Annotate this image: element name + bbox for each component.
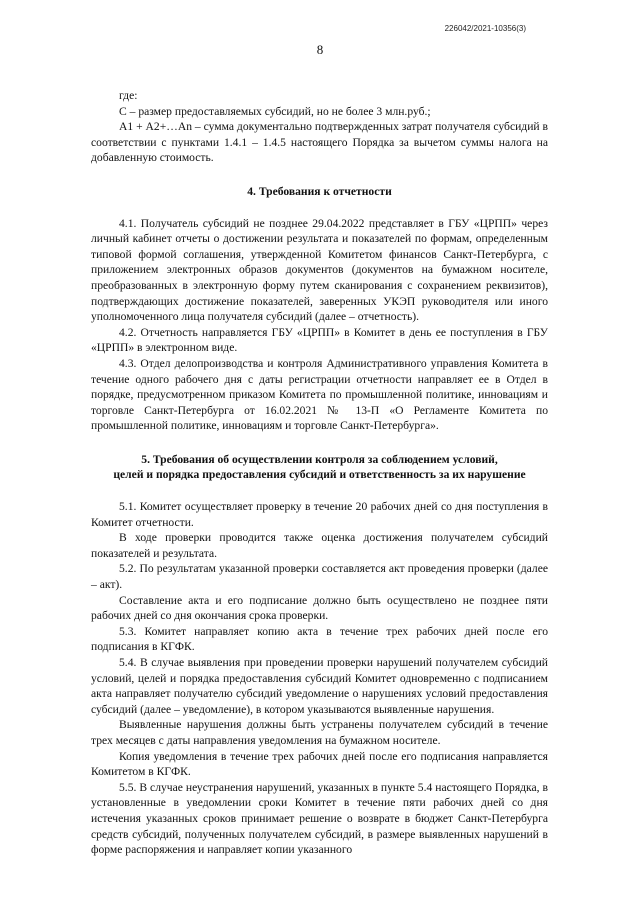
c-definition: С – размер предоставляемых субсидий, но не более 3 млн.руб.; (119, 104, 431, 118)
paragraph-5-4: 5.4. В случае выявления при проведении проверки нарушений получателем субсидий условий, целей и порядка предоставления субсидий Комитет одновременно с подписанием акта направляет получателю субсидий уведомление о нарушениях условий предоставления субсидий (далее – уведомление), в котором указываются выявленные нарушения. (91, 656, 548, 716)
paragraph-4-2: 4.2. Отчетность направляется ГБУ «ЦРПП» в Комитет в день ее поступления в ГБУ «ЦРПП» в электронном виде. (91, 325, 548, 355)
a-definition: А1 + А2+…Аn – сумма документально подтвержденных затрат получателя субсидий в соответствии с пунктами 1.4.1 – 1.4.5 настоящего Порядка за вычетом суммы налога на добавленную стоимость. (91, 120, 548, 165)
document-id: 226042/2021-10356(3) (444, 24, 526, 33)
document-body (91, 88, 548, 858)
section-5-title-line-2: целей и порядка предоставления субсидий и ответственность за их нарушение (113, 468, 526, 482)
section-4-title: 4. Требования к отчетности (247, 184, 392, 198)
paragraph-5-5: 5.5. В случае неустранения нарушений, указанных в пункте 5.4 настоящего Порядка, в установленные в уведомлении сроки Комитет в течение пяти рабочих дней со дня истечения указанных сроков принимает решение о возврате в бюджет Санкт-Петербурга средств субсидий, полученных получателем субсидий, в размере выявленных нарушений в форме распоряжения и направляет копии указанного (91, 780, 548, 857)
paragraph-5-1: 5.1. Комитет осуществляет проверку в течение 20 рабочих дней со дня поступления в Комитет отчетности. (91, 500, 548, 529)
section-5-title-line-1: 5. Требования об осуществлении контроля за соблюдением условий, (141, 452, 498, 466)
paragraph-5-4-copy: Копия уведомления в течение трех рабочих дней после его подписания направляется Комитетом в КГФК. (91, 749, 548, 779)
where-label: где: (119, 89, 138, 102)
paragraph-5-2-signing: Составление акта и его подписание должно быть осуществлено не позднее пяти рабочих дней со дня окончания срока проверки. (91, 593, 548, 623)
paragraph-5-2: 5.2. По результатам указанной проверки составляется акт проведения проверки (далее – акт). (91, 562, 548, 592)
paragraph-4-3: 4.3. Отдел делопроизводства и контроля Административного управления Комитета в течение одного рабочего дня с даты регистрации отчетности направляет ее в Отдел в порядке, предусмотренном приказом Комитета по промышленной политике, инновациям и торговле Санкт-Петербурга от 16.02.2021 № 13-П «О Регламенте Комитета по промышленной политике, инновациям и торговле Санкт-Петербурга». (91, 356, 548, 433)
paragraph-5-4-deadline: Выявленные нарушения должны быть устранены получателем субсидий в течение трех месяцев с даты направления уведомления на бумажном носителе. (91, 718, 548, 747)
paragraph-4-1: 4.1. Получатель субсидий не позднее 29.04.2022 представляет в ГБУ «ЦРПП» через личный кабинет отчеты о достижении результата и показателей по формам, определенным типовой формой соглашения, утвержденной Комитетом финансов Санкт-Петербурга, с приложением электронных образов документов (документов на бумажном носителе, преобразованных в электронную форму путем сканирования с сохранением реквизитов), подтверждающих достижение показателей, заверенных УКЭП руководителя или иного уполномоченного лица получателя субсидий (далее – отчетность). (91, 216, 548, 324)
paragraph-5-3: 5.3. Комитет направляет копию акта в течение трех рабочих дней после его подписания в КГФК. (91, 624, 548, 654)
page-number: 8 (316, 42, 324, 57)
paragraph-5-1-assessment: В ходе проверки проводится также оценка достижения получателем субсидий показателей и результата. (91, 531, 548, 560)
